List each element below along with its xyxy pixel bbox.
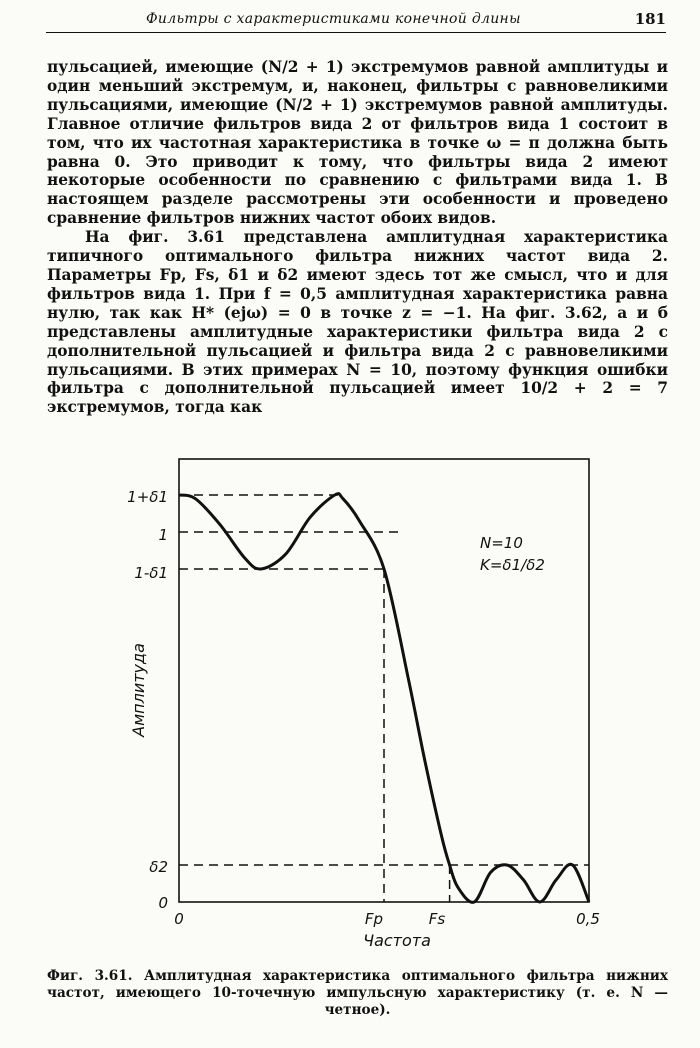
x-tick-label-0-5: 0,5	[576, 910, 600, 928]
running-head	[46, 8, 666, 33]
y-tick-label-1: 1	[158, 526, 168, 544]
figure-caption: Фиг. 3.61. Амплитудная характеристика оптимального фильтра нижних частот, имеющего 10-точечную импульсную характеристику (т. е. N — четное).	[47, 968, 668, 1018]
page-number: 181	[634, 10, 666, 28]
x-tick-label-fs: Fs	[428, 910, 446, 928]
annotation-k: K=δ1/δ2	[480, 556, 545, 574]
amplitude-chart	[110, 458, 610, 958]
y-tick-label-delta2: δ2	[149, 858, 168, 876]
y-tick-label-0: 0	[158, 894, 168, 912]
paragraph-2: На фиг. 3.61 представлена амплитудная характеристика типичного оптимального фильтра нижних частот вида 2. Параметры Fp, Fs, δ1 и δ2 имеют здесь тот же смысл, что и для фильтров вида 1. При f = 0,5 амплитудная характеристика равна нулю, так как H* (ejω) = 0 в точке z = −1. На фиг. 3.62, а и б представлены амплитудные характеристики фильтра вида 2 с дополнительной пульсацией и фильтра вида 2 с равновеликими пульсациями. В этих примерах N = 10, поэтому функция ошибки фильтра с дополнительной пульсацией имеет 10/2 + 2 = 7 экстремумов, тогда как	[47, 228, 668, 417]
y-tick-label-1-plus-delta1: 1+δ1	[127, 488, 168, 506]
annotation-n: N=10	[480, 534, 523, 552]
x-tick-label-fp: Fp	[364, 910, 384, 928]
y-axis-label: Амплитуда	[129, 643, 148, 737]
y-tick-label-1-minus-delta1: 1-δ1	[134, 564, 168, 582]
body-text	[47, 58, 668, 417]
x-tick-label-0: 0	[174, 910, 184, 928]
running-head-title: Фильтры с характеристиками конечной длины	[146, 11, 521, 27]
paragraph-1: пульсацией, имеющие (N/2 + 1) экстремумов равной амплитуды и один меньший экстремум, и, наконец, фильтры с равновеликими пульсациями, имеющие (N/2 + 1) экстремумов равной амплитуды. Главное отличие фильтров вида 2 от фильтров вида 1 состоит в том, что их частотная характеристика в точке ω = π должна быть равна 0. Это приводит к тому, что фильтры вида 2 имеют некоторые особенности по сравнению с фильтрами вида 1. В настоящем разделе рассмотрены эти особенности и проведено сравнение фильтров нижних частот обоих видов.	[47, 58, 668, 228]
figure-3-61	[110, 458, 610, 958]
x-axis-label: Частота	[363, 931, 431, 950]
